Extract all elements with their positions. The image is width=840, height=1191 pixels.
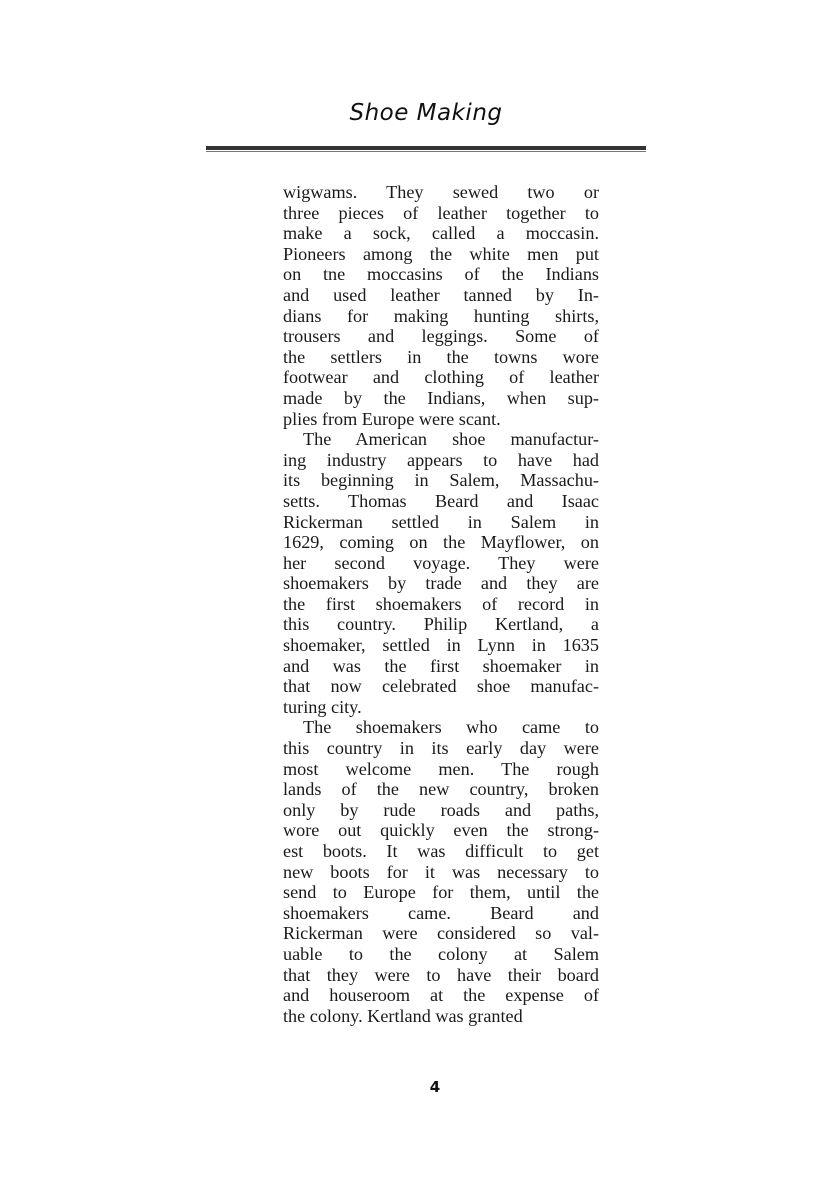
text-line: send to Europe for them, until the [283,882,599,903]
text-line: this country in its early day were [283,738,599,759]
text-line: most welcome men. The rough [283,758,599,779]
text-line: setts. Thomas Beard and Isaac [283,490,599,511]
text-line: trousers and leggings. Some of [283,326,599,347]
text-line: shoemakers by trade and they are [283,573,599,594]
paragraph [283,429,599,717]
text-line: plies from Europe were scant. [283,408,501,429]
text-line: the colony. Kertland was granted [283,1005,523,1026]
text-line: made by the Indians, when sup- [283,387,599,408]
text-line: est boots. It was difficult to get [283,841,599,861]
text-line: three pieces of leather together to [283,202,599,223]
text-line: her second voyage. They were [283,552,599,573]
text-line: dians for making hunting shirts, [283,305,599,326]
text-line: and houseroom at the expense of [283,985,599,1006]
paragraph [283,182,599,429]
text-line: this country. Philip Kertland, a [283,614,599,635]
text-line: Rickerman settled in Salem in [283,511,599,532]
text-line: shoemakers came. Beard and [283,902,599,923]
page-number: 4 [429,1078,441,1096]
text-line: shoemaker, settled in Lynn in 1635 [283,635,599,656]
text-line: Pioneers among the white men put [283,243,599,264]
text-line: The shoemakers who came to [303,717,599,738]
text-line: that now celebrated shoe manufac- [283,676,599,697]
text-line: turing city. [283,696,362,717]
text-line: make a sock, called a moccasin. [283,223,599,244]
text-line: lands of the new country, broken [283,779,599,800]
text-line: 1629, coming on the Mayflower, on [283,532,599,553]
text-line: that they were to have their board [283,964,599,985]
text-line: wigwams. They sewed two or [283,182,599,202]
text-line: and used leather tanned by In- [283,284,599,305]
text-line: the first shoemakers of record in [283,593,599,614]
text-line: Rickerman were considered so val- [283,923,599,944]
text-line: the settlers in the towns wore [283,346,599,367]
text-line: on tne moccasins of the Indians [283,264,599,285]
text-line: its beginning in Salem, Massachu- [283,470,599,491]
text-line: only by rude roads and paths, [283,799,599,820]
text-line: and was the first shoemaker in [283,655,599,676]
body-text-column [283,182,599,1026]
text-line: uable to the colony at Salem [283,943,599,964]
paragraph [283,717,599,1026]
text-line: The American shoe manufactur- [303,429,599,450]
text-line: wore out quickly even the strong- [283,820,599,841]
running-header-title: Shoe Making [349,100,503,126]
header-rule [206,146,646,150]
text-line: ing industry appears to have had [283,449,599,470]
header-rule-thin [206,151,646,152]
text-line: footwear and clothing of leather [283,367,599,388]
text-line: new boots for it was necessary to [283,861,599,882]
